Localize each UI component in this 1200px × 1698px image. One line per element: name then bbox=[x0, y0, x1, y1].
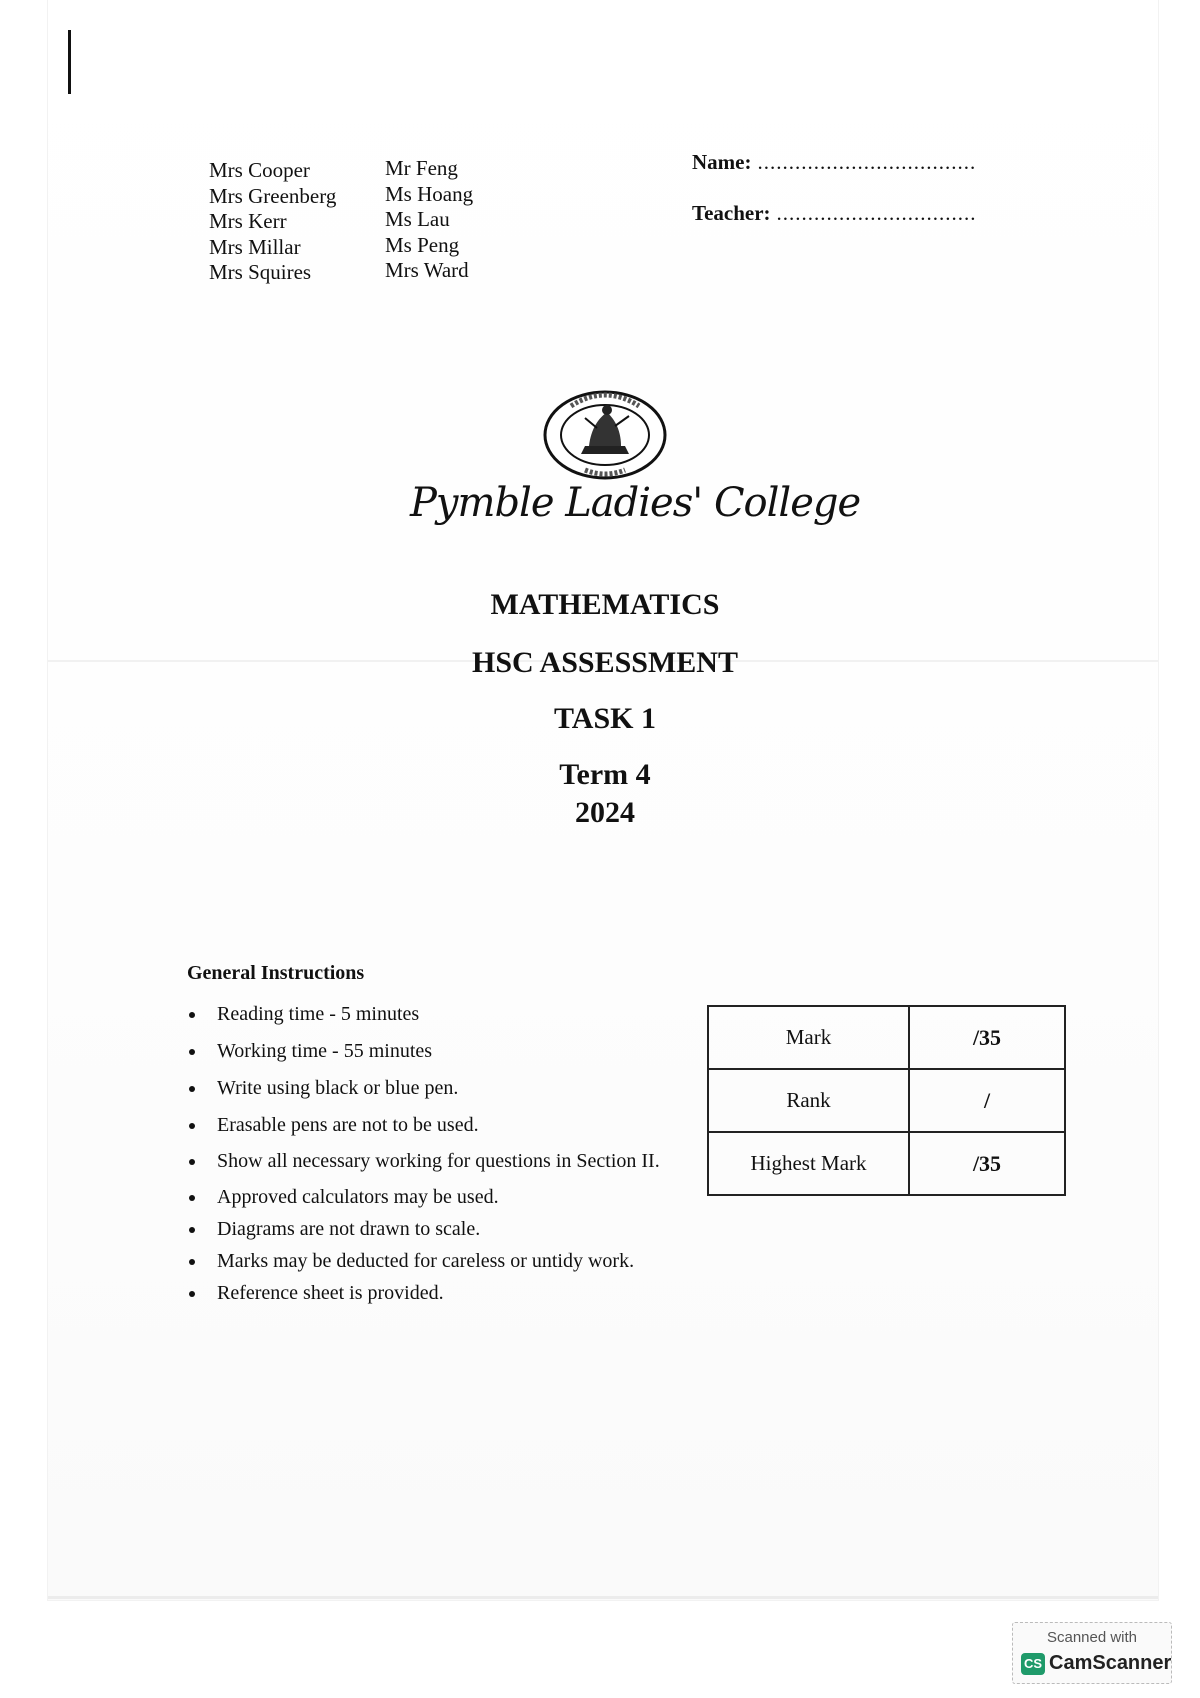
instruction-item: Write using black or blue pen. bbox=[187, 1076, 667, 1100]
subject-title: MATHEMATICS bbox=[490, 588, 720, 621]
instruction-item: Diagrams are not drawn to scale. bbox=[187, 1217, 667, 1241]
school-name-logo: Pymble Ladies' College bbox=[410, 480, 861, 526]
instruction-item: Marks may be deducted for careless or untidy work. bbox=[187, 1249, 667, 1273]
teacher-name: Mrs Cooper bbox=[209, 158, 310, 182]
instructions-list bbox=[187, 1002, 667, 1305]
instruction-item: Erasable pens are not to be used. bbox=[187, 1113, 667, 1137]
teacher-label: Teacher: bbox=[692, 201, 771, 225]
highest-mark-value[interactable]: /35 bbox=[909, 1132, 1065, 1195]
camscanner-logo-icon: CS bbox=[1021, 1653, 1045, 1675]
term-title: Term 4 bbox=[559, 758, 651, 791]
instruction-item: Approved calculators may be used. bbox=[187, 1185, 667, 1209]
name-label: Name: bbox=[692, 150, 752, 174]
table-row bbox=[708, 1069, 1065, 1132]
highest-mark-label: Highest Mark bbox=[708, 1132, 909, 1195]
camscanner-stamp bbox=[1012, 1622, 1172, 1684]
mark-value[interactable]: /35 bbox=[909, 1006, 1065, 1069]
instruction-item: Show all necessary working for questions in Section II. bbox=[187, 1149, 667, 1173]
instruction-item: Reference sheet is provided. bbox=[187, 1281, 667, 1305]
teacher-list-column-1 bbox=[209, 158, 336, 286]
teacher-name: Ms Peng bbox=[385, 232, 460, 257]
instruction-item: Working time - 55 minutes bbox=[187, 1039, 667, 1063]
teacher-name: Mrs Millar bbox=[209, 234, 301, 259]
rank-label: Rank bbox=[708, 1069, 909, 1132]
stamp-brand bbox=[1021, 1652, 1171, 1675]
teacher-name: Mrs Squires bbox=[209, 260, 312, 284]
teacher-name: Ms Hoang bbox=[385, 181, 474, 206]
instruction-item: Reading time - 5 minutes bbox=[187, 1002, 667, 1026]
mark-label: Mark bbox=[708, 1006, 909, 1069]
teacher-name: Mr Feng bbox=[385, 156, 458, 180]
mark-table bbox=[707, 1005, 1066, 1196]
stamp-brand-name: CamScanner bbox=[1049, 1652, 1172, 1674]
year-title: 2024 bbox=[575, 796, 635, 829]
rank-value[interactable]: / bbox=[909, 1069, 1065, 1132]
table-row bbox=[708, 1006, 1065, 1069]
table-row bbox=[708, 1132, 1065, 1195]
teacher-name: Ms Lau bbox=[385, 207, 450, 231]
school-crest-icon bbox=[541, 388, 669, 482]
teacher-name: Mrs Greenberg bbox=[209, 183, 337, 208]
task-title: TASK 1 bbox=[554, 702, 656, 735]
name-dotted-line[interactable]: ................................... bbox=[757, 150, 977, 174]
teacher-name: Mrs Ward bbox=[385, 258, 469, 282]
stamp-caption: Scanned with bbox=[1046, 1629, 1138, 1646]
teacher-list-column-2 bbox=[385, 156, 473, 284]
name-field[interactable] bbox=[692, 150, 976, 175]
page-bottom-edge bbox=[48, 1596, 1158, 1599]
instructions-heading: General Instructions bbox=[187, 962, 365, 984]
teacher-name: Mrs Kerr bbox=[209, 209, 287, 233]
teacher-dotted-line[interactable]: ................................ bbox=[776, 201, 977, 225]
margin-mark bbox=[68, 30, 71, 94]
assessment-title: HSC ASSESSMENT bbox=[472, 646, 738, 679]
teacher-field[interactable] bbox=[692, 201, 977, 226]
